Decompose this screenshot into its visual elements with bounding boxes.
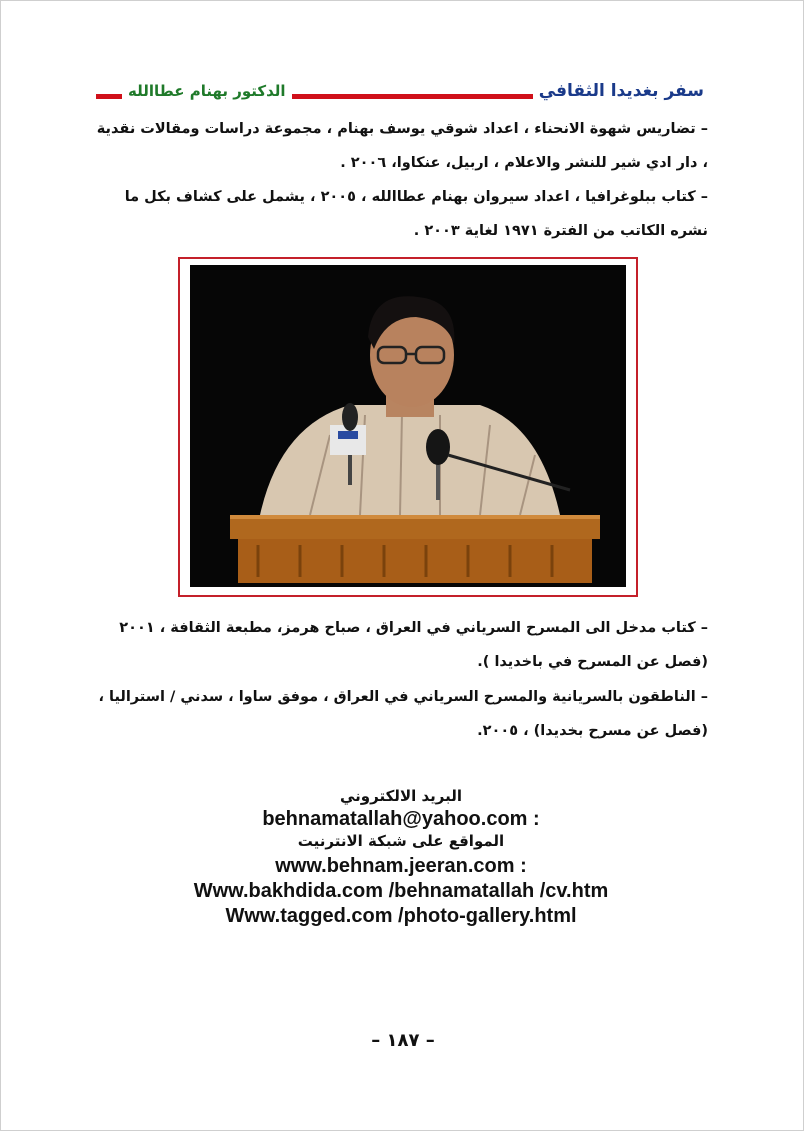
photo-frame xyxy=(178,257,638,597)
bibliography-entry xyxy=(94,680,708,748)
page-header xyxy=(96,76,708,106)
page-number: – ١٨٧ – xyxy=(371,1030,435,1051)
email-label: البريد الالكتروني xyxy=(340,787,462,805)
author-name: الدكتور بهنام عطاالله xyxy=(122,76,292,106)
website-link[interactable]: www.behnam.jeeran.com : xyxy=(275,855,527,877)
website-link[interactable]: Www.bakhdida.com /behnamatallah /cv.htm xyxy=(193,880,609,902)
entry-line: ، دار ادي شير للنشر والاعلام ، اربيل، عنكاوا، ٢٠٠٦ . xyxy=(340,155,708,171)
bibliography-entry xyxy=(94,180,708,248)
speaker-photo-illustration xyxy=(190,265,626,587)
email-address[interactable]: behnamatallah@yahoo.com : xyxy=(262,808,540,830)
entry-line: نشره الكاتب من الفترة ١٩٧١ لغاية ٢٠٠٣ . xyxy=(413,223,708,239)
entry-line: (فصل عن المسرح في باخديدا ). xyxy=(477,654,708,670)
websites-label: المواقع على شبكة الانترنيت xyxy=(297,832,505,850)
entry-line: – تضاريس شهوة الانحناء ، اعداد شوقي يوسف بهنام ، مجموعة دراسات ومقالات نقدية xyxy=(96,121,708,137)
book-title: سفر بغديدا الثقافي xyxy=(533,76,708,106)
website-link[interactable]: Www.tagged.com /photo-gallery.html xyxy=(225,905,577,927)
entry-line: – كتاب ببلوغرافيا ، اعداد سيروان بهنام عطاالله ، ٢٠٠٥ ، يشمل على كشاف بكل ما xyxy=(124,189,708,205)
bibliography-entry xyxy=(94,611,708,679)
speaker-at-podium-photo xyxy=(190,265,626,587)
entry-line: (فصل عن مسرح بخديدا) ، ٢٠٠٥. xyxy=(477,723,708,739)
entry-line: – الناطقون بالسريانية والمسرح السرياني في العراق ، موفق ساوا ، سدني / استراليا ، xyxy=(98,689,708,705)
entry-line: – كتاب مدخل الى المسرح السرياني في العراق ، صباح هرمز، مطبعة الثقافة ، ٢٠٠١ xyxy=(119,620,708,636)
bibliography-entry xyxy=(94,112,708,180)
